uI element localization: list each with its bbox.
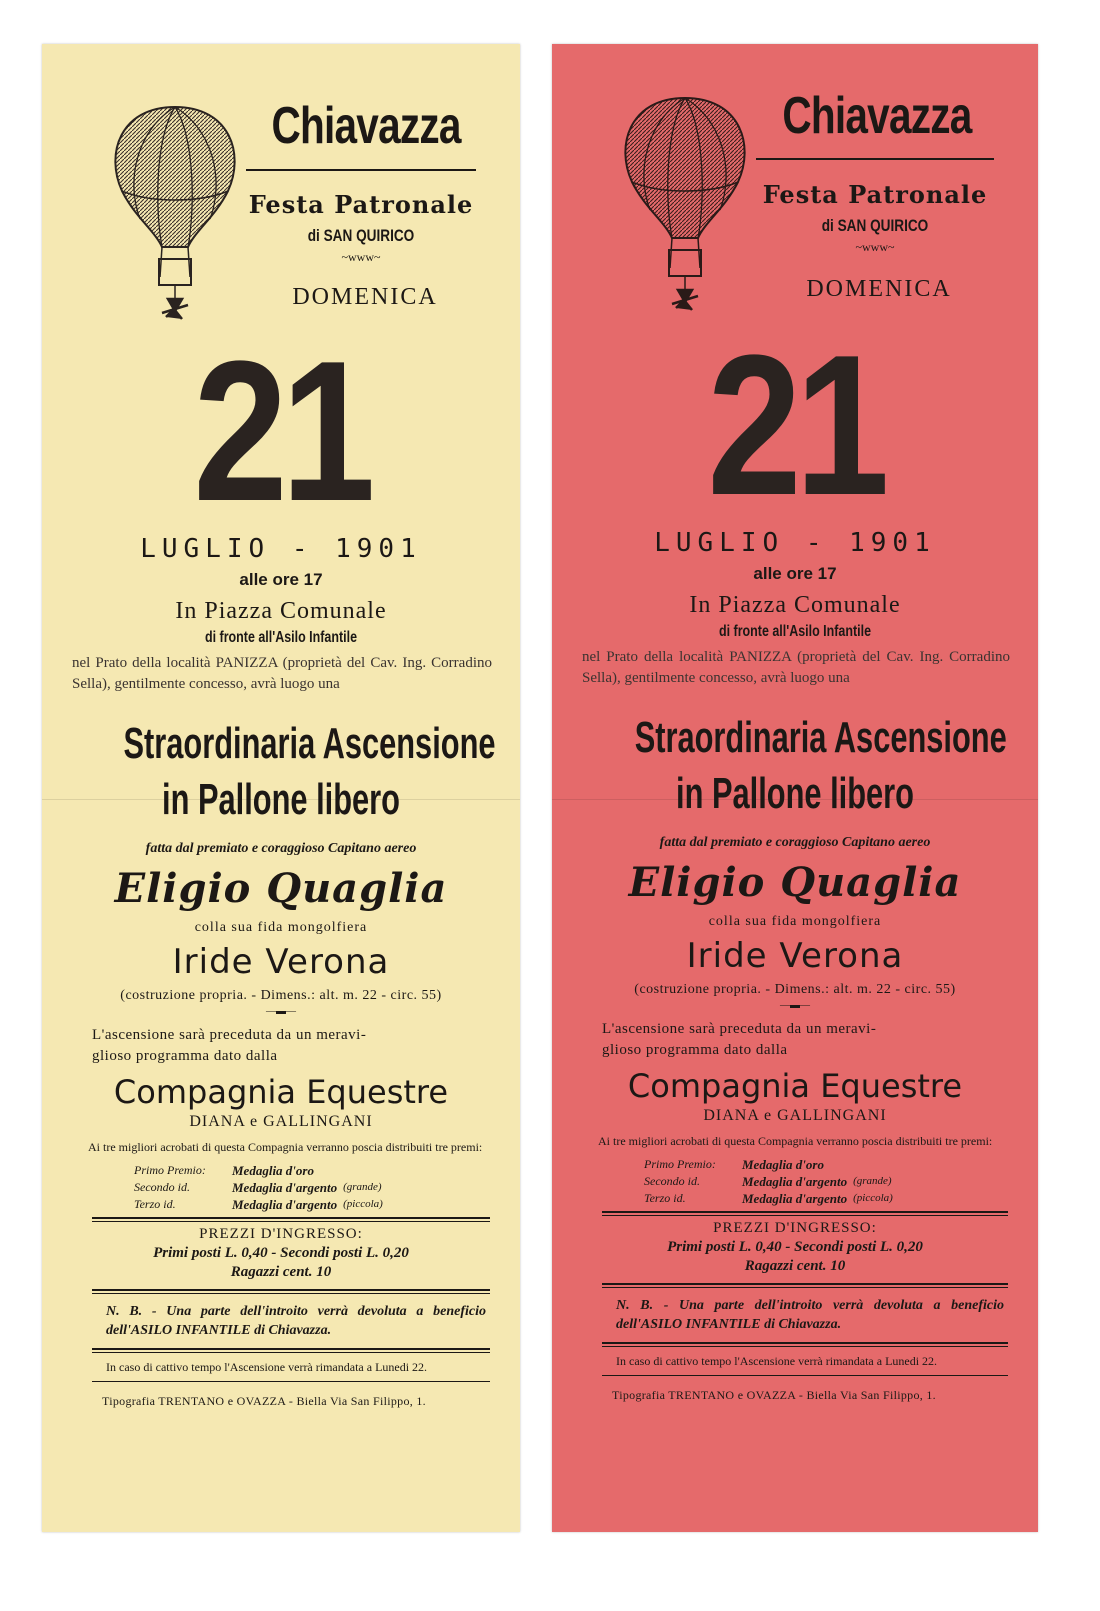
prize-rank: Secondo id. xyxy=(644,1174,700,1188)
prices-heading: PREZZI D'INGRESSO: xyxy=(199,1226,363,1242)
event-time: alle ore 17 xyxy=(753,564,837,583)
hot-air-balloon-icon xyxy=(610,90,760,330)
title-divider xyxy=(246,169,476,171)
balloon-name: Iride Verona xyxy=(686,936,904,976)
pilot-name: Eligio Quaglia xyxy=(628,859,962,906)
prize-rank: Primo Premio: xyxy=(644,1157,716,1171)
dash-ornament: —▬— xyxy=(266,1006,296,1017)
day-number: 21 xyxy=(193,320,369,543)
ascension-line-2: glioso programma dato dalla xyxy=(92,1048,278,1064)
divider xyxy=(602,1375,1008,1378)
event-time: alle ore 17 xyxy=(239,570,323,589)
company-owners: DIANA e GALLINGANI xyxy=(703,1107,887,1124)
prize-name: Medaglia d'oro xyxy=(232,1163,314,1178)
printer-line: Tipografia TRENTANO e OVAZZA - Biella Via San Filippo, 1. xyxy=(102,1394,426,1408)
prize-rank: Terzo id. xyxy=(134,1197,176,1211)
prize-note: (piccola) xyxy=(343,1198,383,1210)
headline-line-1: Straordinaria Ascensione xyxy=(123,719,496,768)
prize-row xyxy=(644,1190,1024,1207)
company-name: Compagnia Equestre xyxy=(627,1067,963,1105)
poster-title: Chiavazza xyxy=(782,87,972,145)
prize-name: Medaglia d'argento xyxy=(742,1174,848,1189)
printer-line: Tipografia TRENTANO e OVAZZA - Biella Via San Filippo, 1. xyxy=(612,1388,936,1402)
divider xyxy=(92,1217,490,1222)
weekday: DOMENICA xyxy=(292,284,438,310)
san-quirico: di SAN QUIRICO xyxy=(821,216,929,235)
captain-intro: fatta dal premiato e coraggioso Capitano aereo xyxy=(145,841,417,856)
headline-line-1: Straordinaria Ascensione xyxy=(634,713,1007,762)
weather-note: In caso di cattivo tempo l'Ascensione verrà rimandata a Lunedi 22. xyxy=(106,1360,428,1374)
location-detail: di fronte all'Asilo Infantile xyxy=(204,629,358,646)
nb-note: N. B. - Una parte dell'introito verrà devoluta a beneficio dell'ASILO INFANTILE di Chiavazza. xyxy=(616,1298,1004,1332)
ascension-line-2: glioso programma dato dalla xyxy=(602,1042,788,1058)
acrobats-note: Ai tre migliori acrobati di questa Compagnia verranno poscia distribuiti tre premi: xyxy=(88,1140,483,1154)
weather-note: In caso di cattivo tempo l'Ascensione verrà rimandata a Lunedi 22. xyxy=(616,1354,938,1368)
ornament: ~www~ xyxy=(341,250,381,264)
company-owners: DIANA e GALLINGANI xyxy=(189,1113,373,1130)
prize-list xyxy=(134,1162,506,1213)
captain-intro: fatta dal premiato e coraggioso Capitano aereo xyxy=(659,835,931,850)
prize-list xyxy=(644,1156,1024,1207)
prize-name: Medaglia d'argento xyxy=(742,1191,848,1206)
month-year: LUGLIO - 1901 xyxy=(654,528,936,558)
location-detail: di fronte all'Asilo Infantile xyxy=(718,623,872,640)
poster-yellow xyxy=(42,44,520,1532)
day-number: 21 xyxy=(707,314,883,537)
prize-row xyxy=(644,1156,1024,1173)
event-location: In Piazza Comunale xyxy=(175,598,387,624)
festa-patronale: Festa Patronale xyxy=(248,190,474,219)
prize-note: (grande) xyxy=(343,1181,382,1193)
divider xyxy=(602,1283,1008,1288)
pilot-name: Eligio Quaglia xyxy=(114,865,448,912)
poster-title: Chiavazza xyxy=(271,97,461,155)
prize-row xyxy=(134,1179,506,1196)
divider xyxy=(92,1289,490,1294)
prize-note: (piccola) xyxy=(853,1192,893,1204)
acrobats-note: Ai tre migliori acrobati di questa Compagnia verranno poscia distribuiti tre premi: xyxy=(598,1134,993,1148)
prices-heading: PREZZI D'INGRESSO: xyxy=(713,1220,877,1236)
prize-name: Medaglia d'argento xyxy=(232,1180,338,1195)
weekday: DOMENICA xyxy=(806,276,952,302)
san-quirico: di SAN QUIRICO xyxy=(307,226,415,245)
mongolfiera-line: colla sua fida mongolfiera xyxy=(708,914,882,929)
ascension-line-1: L'ascensione sarà preceduta da un meravi- xyxy=(92,1027,367,1043)
construction-note: (costruzione propria. - Dimens.: alt. m. 22 - circ. 55) xyxy=(120,988,442,1003)
prices-children: Ragazzi cent. 10 xyxy=(230,1264,332,1280)
prato-paragraph: nel Prato della località PANIZZA (proprietà del Cav. Ing. Corradino Sella), gentilmente concesso, avrà luogo una xyxy=(582,649,1010,686)
festa-patronale: Festa Patronale xyxy=(762,180,988,209)
prize-row xyxy=(134,1196,506,1213)
poster-red xyxy=(552,44,1038,1532)
ornament: ~www~ xyxy=(855,240,895,254)
poster-header xyxy=(56,44,506,332)
prize-rank: Primo Premio: xyxy=(134,1163,206,1177)
hot-air-balloon-icon xyxy=(100,99,250,339)
prices-seats: Primi posti L. 0,40 - Secondi posti L. 0,20 xyxy=(667,1239,923,1255)
headline-line-2: in Pallone libero xyxy=(162,775,400,824)
prices-seats: Primi posti L. 0,40 - Secondi posti L. 0,20 xyxy=(153,1245,409,1261)
prize-row xyxy=(134,1162,506,1179)
prize-row xyxy=(644,1173,1024,1190)
company-name: Compagnia Equestre xyxy=(113,1073,449,1111)
divider xyxy=(602,1342,1008,1347)
divider xyxy=(602,1211,1008,1216)
prize-rank: Secondo id. xyxy=(134,1180,190,1194)
prize-name: Medaglia d'argento xyxy=(232,1197,338,1212)
prize-name: Medaglia d'oro xyxy=(742,1157,824,1172)
prize-rank: Terzo id. xyxy=(644,1191,686,1205)
divider xyxy=(92,1348,490,1353)
ascension-line-1: L'ascensione sarà preceduta da un meravi- xyxy=(602,1021,877,1037)
poster-header xyxy=(566,44,1024,332)
nb-note: N. B. - Una parte dell'introito verrà devoluta a beneficio dell'ASILO INFANTILE di Chiavazza. xyxy=(106,1304,486,1338)
prize-note: (grande) xyxy=(853,1175,892,1187)
balloon-name: Iride Verona xyxy=(172,942,390,982)
month-year: LUGLIO - 1901 xyxy=(140,534,422,564)
event-location: In Piazza Comunale xyxy=(689,592,901,618)
prato-paragraph: nel Prato della località PANIZZA (proprietà del Cav. Ing. Corradino Sella), gentilmente concesso, avrà luogo una xyxy=(72,655,492,692)
prices-children: Ragazzi cent. 10 xyxy=(744,1258,846,1274)
dash-ornament: —▬— xyxy=(780,1000,810,1011)
title-divider xyxy=(756,158,994,160)
construction-note: (costruzione propria. - Dimens.: alt. m. 22 - circ. 55) xyxy=(634,982,956,997)
mongolfiera-line: colla sua fida mongolfiera xyxy=(194,920,368,935)
divider xyxy=(92,1381,490,1384)
headline-line-2: in Pallone libero xyxy=(676,769,914,818)
